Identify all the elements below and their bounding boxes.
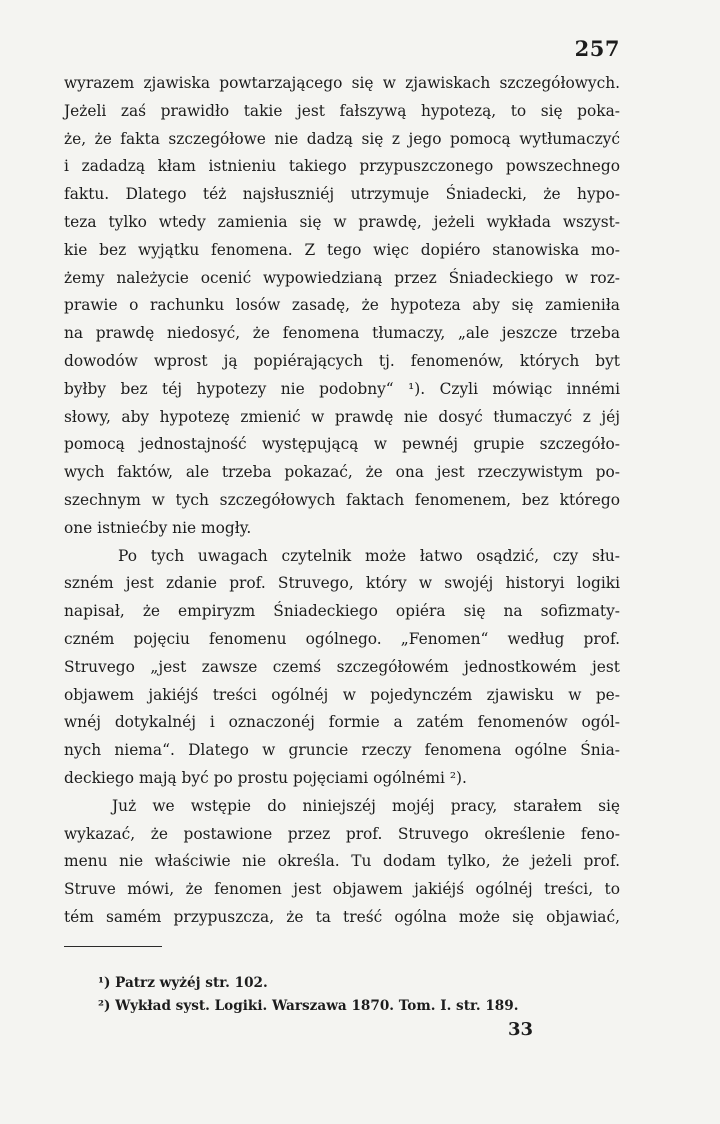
text-line: teza tylko wtedy zamienia się w prawdę, jeżeli wykłada wszyst- bbox=[64, 212, 620, 231]
text-line: dowodów wprost ją popiérających tj. fenomenów, których byt bbox=[64, 351, 620, 370]
paragraph-3 bbox=[64, 793, 620, 932]
text-line: nych niema“. Dlatego w gruncie rzeczy fenomena ogólne Śnia- bbox=[64, 741, 620, 760]
text-line: na prawdę niedosyć, że fenomena tłumaczy, „ale jeszcze trzeba bbox=[64, 324, 620, 343]
signature-mark: 33 bbox=[508, 1019, 534, 1040]
text-line: menu nie właściwie nie określa. Tu dodam tylko, że jeżeli prof. bbox=[64, 852, 620, 871]
text-line: one istniećby nie mogły. bbox=[64, 518, 252, 537]
text-line: wykazać, że postawione przez prof. Struvego określenie feno- bbox=[64, 824, 620, 843]
text-line: Struve mówi, że fenomen jest objawem jakiéjś ogólnéj treści, to bbox=[64, 880, 620, 899]
text-line: Struvego „jest zawsze czemś szczegółowém jednostkowém jest bbox=[64, 657, 620, 676]
text-line: kie bez wyjątku fenomena. Z tego więc dopiéro stanowiska mo- bbox=[64, 240, 620, 259]
text-line: i zadadzą kłam istnieniu takiego przypuszczonego powszechnego bbox=[64, 157, 620, 176]
text-line: wnéj dotykalnéj i oznaczonéj formie a zatém fenomenów ogól- bbox=[64, 713, 620, 732]
footnotes bbox=[98, 972, 568, 1018]
text-line: żemy należycie ocenić wypowiedzianą przez Śniadeckiego w roz- bbox=[64, 268, 620, 287]
text-line: pomocą jednostajność występującą w pewnéj grupie szczegóło- bbox=[64, 435, 620, 454]
text-line: byłby bez téj hypotezy nie podobny“ ¹). Czyli mówiąc innémi bbox=[64, 379, 620, 398]
text-line: tém samém przypuszcza, że ta treść ogólna może się objawiać, bbox=[64, 907, 620, 926]
text-line: Już we wstępie do niniejszéj mojéj pracy, starałem się bbox=[112, 796, 620, 815]
text-line: deckiego mają być po prostu pojęciami ogólnémi ²). bbox=[64, 768, 467, 787]
text-line: Po tych uwagach czytelnik może łatwo osądzić, czy słu- bbox=[118, 546, 620, 565]
paragraph-1 bbox=[64, 70, 620, 543]
paragraph-2 bbox=[64, 543, 620, 793]
page-number: 257 bbox=[574, 36, 620, 61]
text-line: napisał, że empiryzm Śniadeckiego opiéra się na sofizmaty- bbox=[64, 602, 620, 621]
text-line: czném pojęciu fenomenu ogólnego. „Fenomen“ według prof. bbox=[64, 629, 620, 648]
text-line: objawem jakiéjś treści ogólnéj w pojedynczém zjawisku w pe- bbox=[64, 685, 620, 704]
text-line: szném jest zdanie prof. Struvego, który w swojéj historyi logiki bbox=[64, 574, 620, 593]
text-line: prawie o rachunku losów zasadę, że hypoteza aby się zamieniła bbox=[64, 296, 620, 315]
text-line: szechnym w tych szczegółowych faktach fenomenem, bez którego bbox=[64, 490, 620, 509]
text-line: Jeżeli zaś prawidło takie jest fałszywą hypotezą, to się poka- bbox=[64, 101, 620, 120]
text-line: wych faktów, ale trzeba pokazać, że ona jest rzeczywistym po- bbox=[64, 463, 620, 482]
footnote-2: ²) Wykład syst. Logiki. Warszawa 1870. Tom. I. str. 189. bbox=[98, 998, 519, 1014]
text-line: faktu. Dlatego téż najsłuszniéj utrzymuje Śniadecki, że hypo- bbox=[64, 185, 620, 204]
footnote-1: ¹) Patrz wyżéj str. 102. bbox=[98, 975, 268, 991]
text-line: wyrazem zjawiska powtarzającego się w zjawiskach szczegółowych. bbox=[64, 74, 620, 92]
text-line: że, że fakta szczegółowe nie dadzą się z jego pomocą wytłumaczyć bbox=[64, 129, 620, 148]
footnote-divider bbox=[64, 946, 162, 947]
body-text bbox=[64, 70, 620, 932]
text-line: słowy, aby hypotezę zmienić w prawdę nie dosyć tłumaczyć z jéj bbox=[64, 407, 620, 426]
